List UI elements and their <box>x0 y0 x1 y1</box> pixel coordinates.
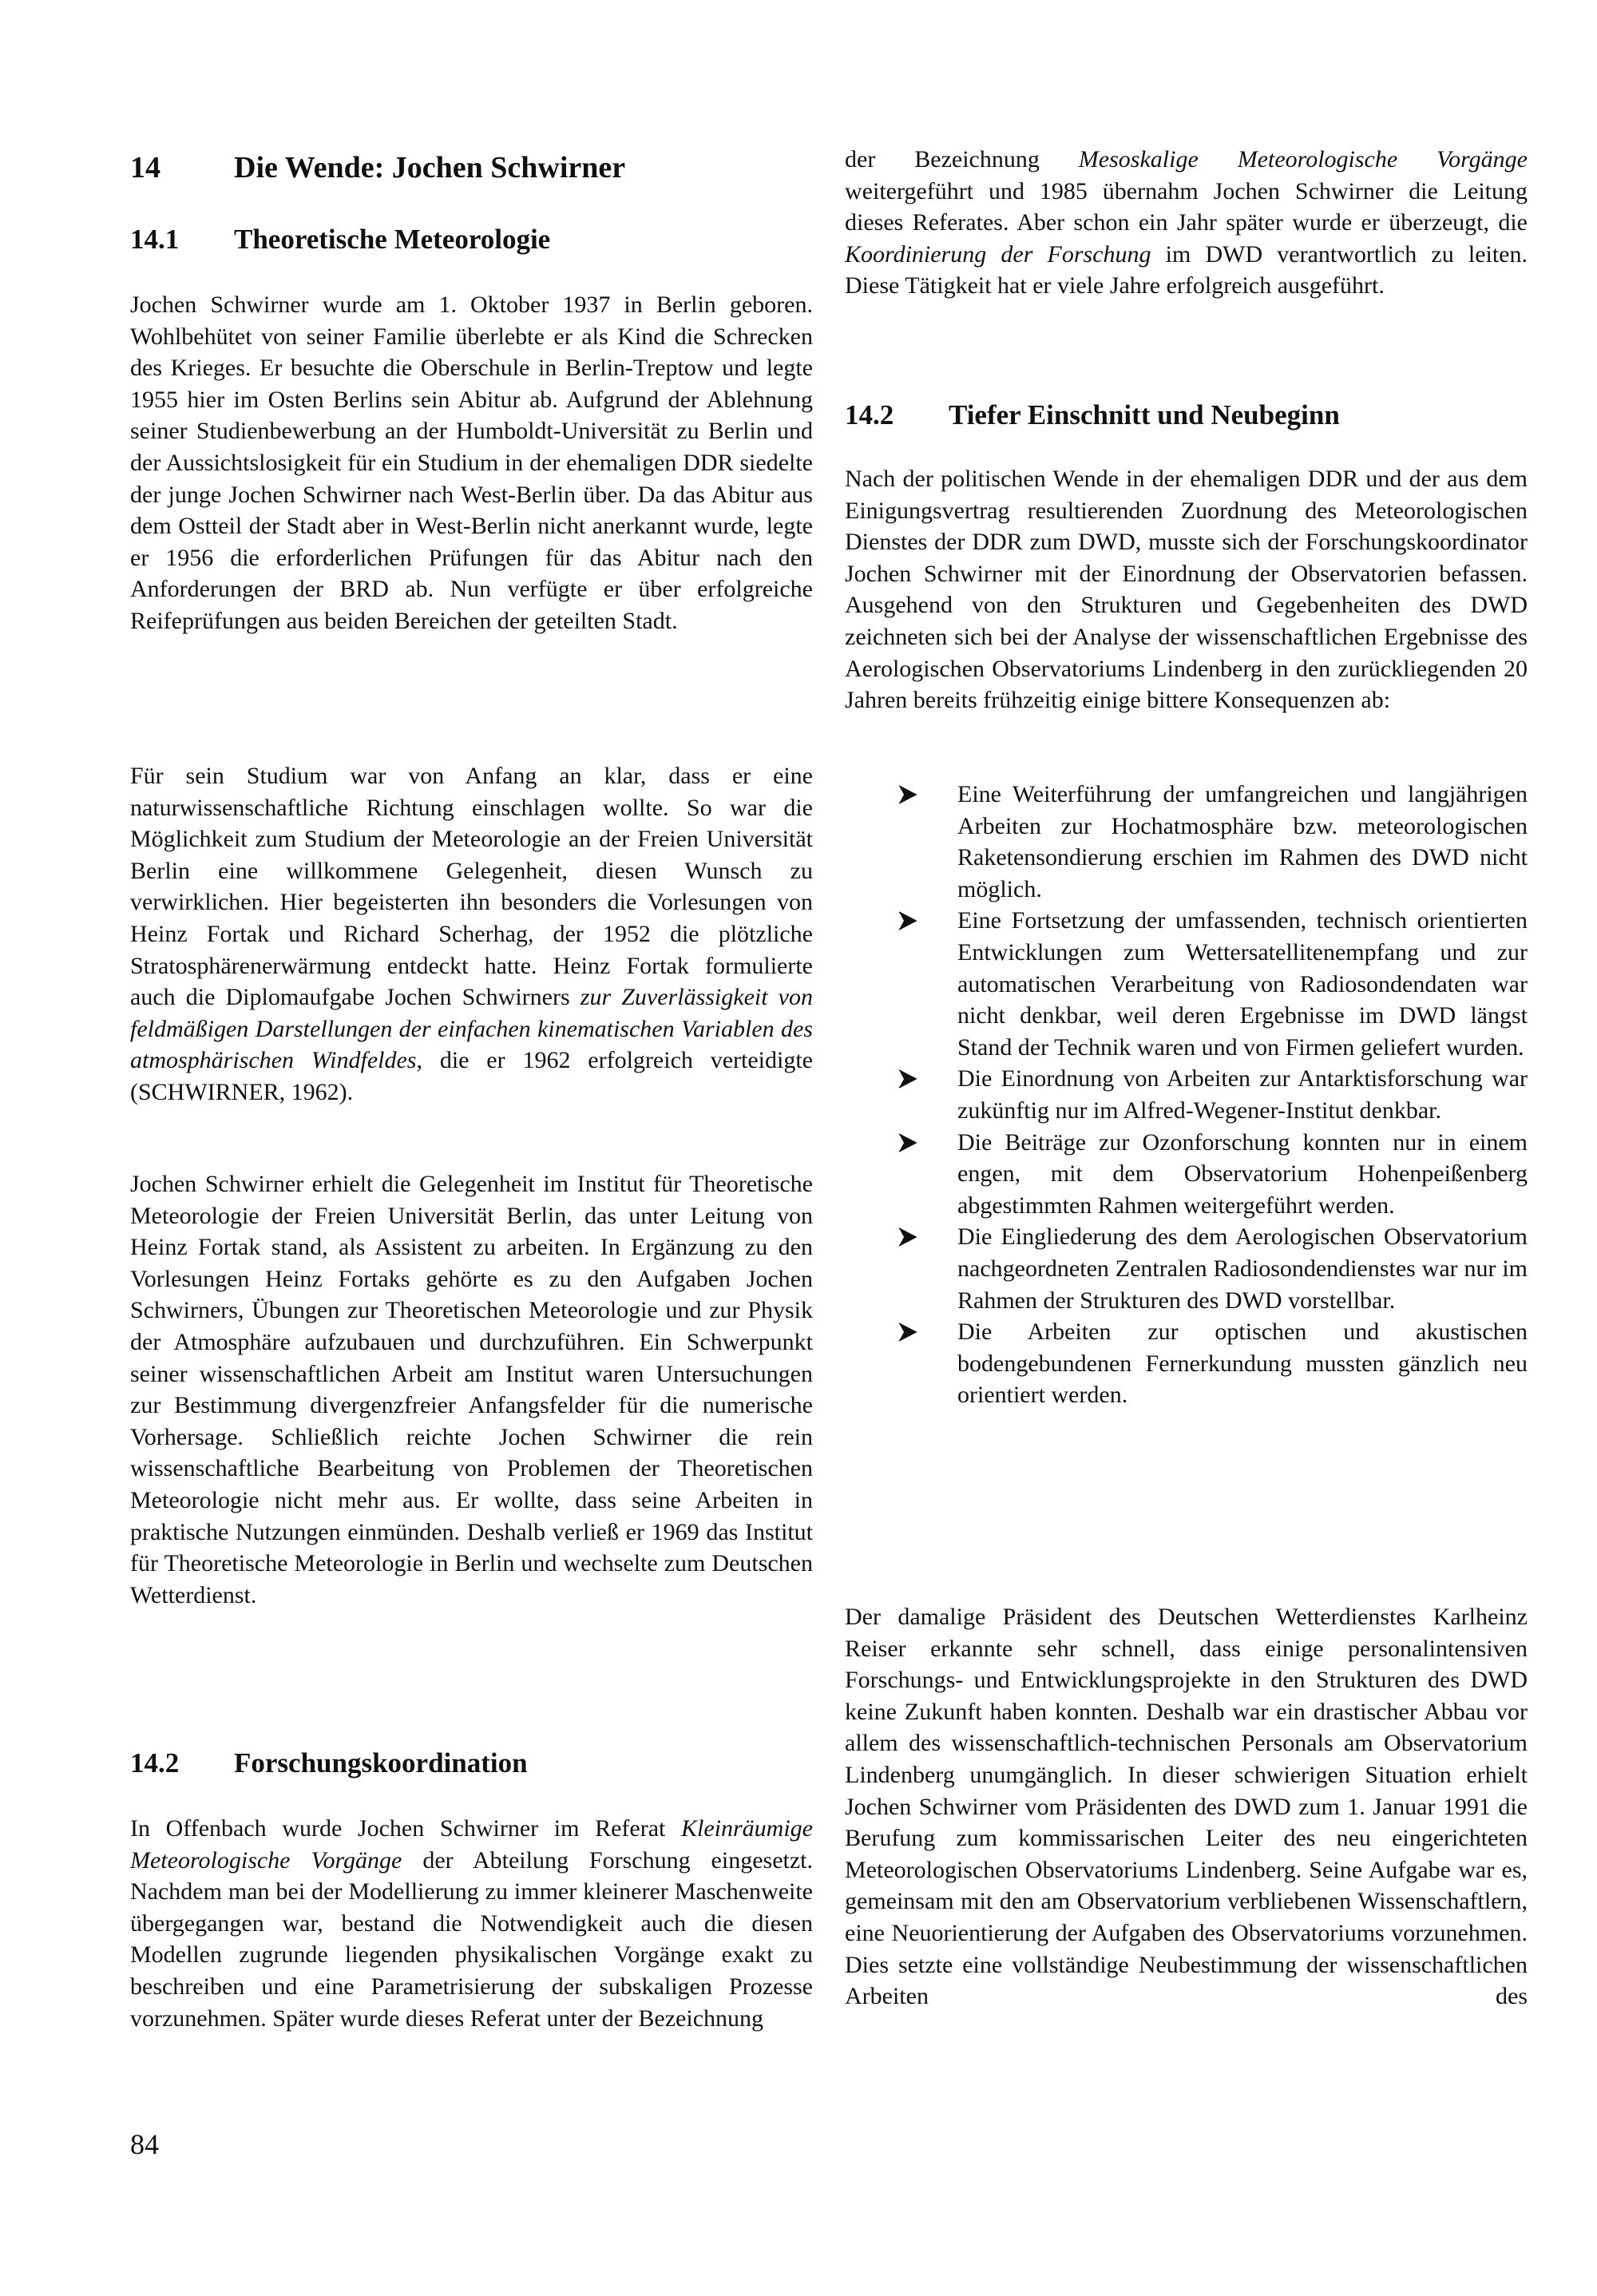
section-title: Forschungskoordination <box>234 1747 528 1779</box>
text-run: im DWD verantwortlich zu leiten. Diese Tätigkeit hat er viele Jahre erfolgreich ausgeführt. <box>845 240 1528 299</box>
chapter-title: Die Wende: Jochen Schwirner <box>234 151 626 184</box>
section-heading-14-1 <box>130 224 550 256</box>
text-run: In Offenbach wurde Jochen Schwirner im Referat <box>130 1815 681 1842</box>
list-item-text: Die Beiträge zur Ozonforschung konnten nur in einem engen, mit dem Observatorium Hohenpeißenberg abgestimmten Rahmen weitergeführt werden. <box>957 1128 1528 1219</box>
text-run: weitergeführt und 1985 übernahm Jochen Schwirner die Leitung dieses Referates. Aber schon ein Jahr später wurde er überzeugt, die <box>845 177 1528 236</box>
list-item-text: Eine Fortsetzung der umfassenden, technisch orientierten Entwicklungen zum Wettersatellitenempfang und zur automatischen Verarbeitung von Radiosondendaten war nicht denkbar, weil deren Ergebnisse im DWD längst Stand der Technik waren und von Firmen geliefert wurden. <box>957 907 1528 1061</box>
paragraph-assistant: Jochen Schwirner erhielt die Gelegenheit im Institut für Theoretische Meteorologie der Freien Universität Berlin, das unter Leitung von Heinz Fortak stand, als Assistent zu arbeiten. In Ergänzung zu den Vorlesungen Heinz Fortaks gehörte es zu den Aufgaben Jochen Schwirners, Übungen zur Theoretischen Meteorologie und zur Physik der Atmosphäre aufzubauen und durchzuführen. Ein Schwerpunkt seiner wissenschaftlichen Arbeit am Institut waren Untersuchungen zur Bestimmung divergenzfreier Anfangsfelder für die numerische Vorhersage. Schließlich reichte Jochen Schwirner die rein wissenschaftliche Bearbeitung von Problemen der Theoretischen Meteorologie nicht mehr aus. Er wollte, dass seine Arbeiten in praktische Nutzungen einmünden. Deshalb verließ er 1969 das Institut für Theoretische Meteorologie in Berlin und wechselte zum Deutschen Wetterdienst. <box>130 1171 813 1608</box>
list-item-text: Die Einordnung von Arbeiten zur Antarktisforschung war zukünftig nur im Alfred-Wegener-Institut denkbar. <box>957 1065 1528 1124</box>
arrowhead-bullet-icon <box>896 1132 918 1154</box>
thesis-title: zur Zuverlässigkeit von feldmäßigen Darstellungen der einfachen kinematischen Variablen des atmosphärischen Windfeldes <box>130 984 813 1074</box>
section-number: 14.1 <box>130 224 180 255</box>
referat-name-mesoskalig: Mesoskalige Meteorologische Vorgänge <box>1078 146 1528 172</box>
section-heading-tiefer-einschnitt <box>845 399 1340 431</box>
arrowhead-bullet-icon <box>896 783 918 806</box>
list-item <box>845 905 1528 1063</box>
list-item-text: Die Eingliederung des dem Aerologischen Observatorium nachgeordneten Zentralen Radiosondendienstes war nur im Rahmen der Strukturen des DWD vorstellbar. <box>957 1223 1528 1314</box>
paragraph-biography: Jochen Schwirner wurde am 1. Oktober 1937 in Berlin geboren. Wohlbehütet von seiner Familie überlebte er als Kind die Schrecken des Krieges. Er besuchte die Oberschule in Berlin-Treptow und legte 1955 hier im Osten Berlins sein Abitur ab. Aufgrund der Ablehnung seiner Studienbewerbung an der Humboldt-Universität zu Berlin und der Aussichtslosigkeit für ein Studium in der ehemaligen DDR siedelte der junge Jochen Schwirner nach West-Berlin über. Da das Abitur aus dem Ostteil der Stadt aber in West-Berlin nicht anerkannt wurde, legte er 1956 die erforderlichen Prüfungen für das Abitur nach den Anforderungen der BRD ab. Nun verfügte er über erfolgreiche Reifeprüfungen aus beiden Bereichen der geteilten Stadt. <box>130 291 813 634</box>
text-run: der Bezeichnung <box>845 146 1079 172</box>
section-number: 14.2 <box>130 1747 180 1779</box>
list-item-text: Die Arbeiten zur optischen und akustischen bodengebundenen Fernerkundung mussten gänzlich neu orientiert werden. <box>957 1319 1528 1409</box>
paragraph-wende: Nach der politischen Wende in der ehemaligen DDR und der aus dem Einigungsvertrag resultierenden Zuordnung des Meteorologischen Dienstes der DDR zum DWD, musste sich der Forschungskoordinator Jochen Schwirner mit der Einordnung der Observatorien befassen. Ausgehend von den Strukturen und Gegebenheiten des DWD zeichneten sich bei der Analyse der wissenschaftlichen Ergebnisse des Aerologischen Observatoriums Lindenberg in den zurückliegenden 20 Jahren bereits frühzeitig einige bittere Konsequenzen ab: <box>845 466 1528 714</box>
paragraph-studies <box>130 760 813 1108</box>
chapter-heading <box>130 150 625 185</box>
section-heading-forschungskoordination <box>130 1747 528 1779</box>
section-title: Theoretische Meteorologie <box>234 224 551 255</box>
arrowhead-bullet-icon <box>896 910 918 932</box>
consequences-list <box>845 779 1528 1411</box>
paragraph-offenbach-continued <box>845 144 1528 302</box>
paragraph-studies-text: Für sein Studium war von Anfang an klar, dass er eine naturwissenschaftliche Richtung einschlagen wollte. So war die Möglichkeit zum Studium der Meteorologie an der Freien Universität Berlin eine willkommene Gelegenheit, diesen Wunsch zu verwirklichen. Hier begeisterten ihn besonders die Vorlesungen von Heinz Fortak und Richard Scherhag, der 1952 die plötzliche Stratosphärenerwärmung entdeckt hatte. Heinz Fortak formulierte auch die Diplomaufgabe Jochen Schwirners <box>130 763 813 1011</box>
list-item <box>845 1127 1528 1222</box>
arrowhead-bullet-icon <box>896 1226 918 1248</box>
text-run: der Abteilung Forschung eingesetzt. Nachdem man bei der Modellierung zu immer kleinerer Maschenweite übergegangen war, bestand die Notwendigkeit auch die diesen Modellen zugrunde liegenden physikalischen Vorgänge exakt zu beschreiben und eine Parametrisierung der subskaligen Prozesse vorzunehmen. Später wurde dieses Referat unter der Bezeichnung <box>130 1846 813 2032</box>
section-title: Tiefer Einschnitt und Neubeginn <box>949 399 1340 430</box>
paragraph-offenbach <box>130 1813 813 2065</box>
referat-name: Kleinräumige Meteorologische Vorgänge <box>130 1815 813 1874</box>
list-item <box>845 1221 1528 1316</box>
chapter-number: 14 <box>130 151 160 184</box>
list-item-text: Eine Weiterführung der umfangreichen und langjährigen Arbeiten zur Hochatmosphäre bzw. meteorologischen Raketensondierung erschien im Rahmen des DWD nicht möglich. <box>957 781 1528 902</box>
arrowhead-bullet-icon <box>896 1321 918 1343</box>
koordinierung-term: Koordinierung der Forschung <box>845 240 1151 268</box>
section-number: 14.2 <box>845 399 894 430</box>
paragraph-studies-text-end: , die er 1962 erfolgreich verteidigte (SCHWIRNER, 1962). <box>130 1047 813 1105</box>
list-item <box>845 779 1528 905</box>
list-item <box>845 1063 1528 1126</box>
page-number: 84 <box>130 2128 159 2160</box>
paragraph-praesident: Der damalige Präsident des Deutschen Wetterdienstes Karlheinz Reiser erkannte sehr schnell, dass einige personalintensiven Forschungs- und Entwicklungsprojekte in den Strukturen des DWD keine Zukunft haben konnten. Deshalb war ein drastischer Abbau vor allem des wissenschaftlich-technischen Personals am Observatorium Lindenberg unumgänglich. In dieser schwierigen Situation erhielt Jochen Schwirner vom Präsidenten des DWD zum 1. Januar 1991 die Berufung zum kommissarischen Leiter des neu eingerichteten Meteorologischen Observatoriums Lindenberg. Seine Aufgabe war es, gemeinsam mit den am Observatorium verbliebenen Wissenschaftlern, eine Neuorientierung der Aufgaben des Observatoriums vorzunehmen. Dies setzte eine vollständige Neubestimmung der wissenschaftlichen Arbeiten des <box>845 1604 1528 2010</box>
list-item <box>845 1316 1528 1411</box>
arrowhead-bullet-icon <box>896 1068 918 1090</box>
